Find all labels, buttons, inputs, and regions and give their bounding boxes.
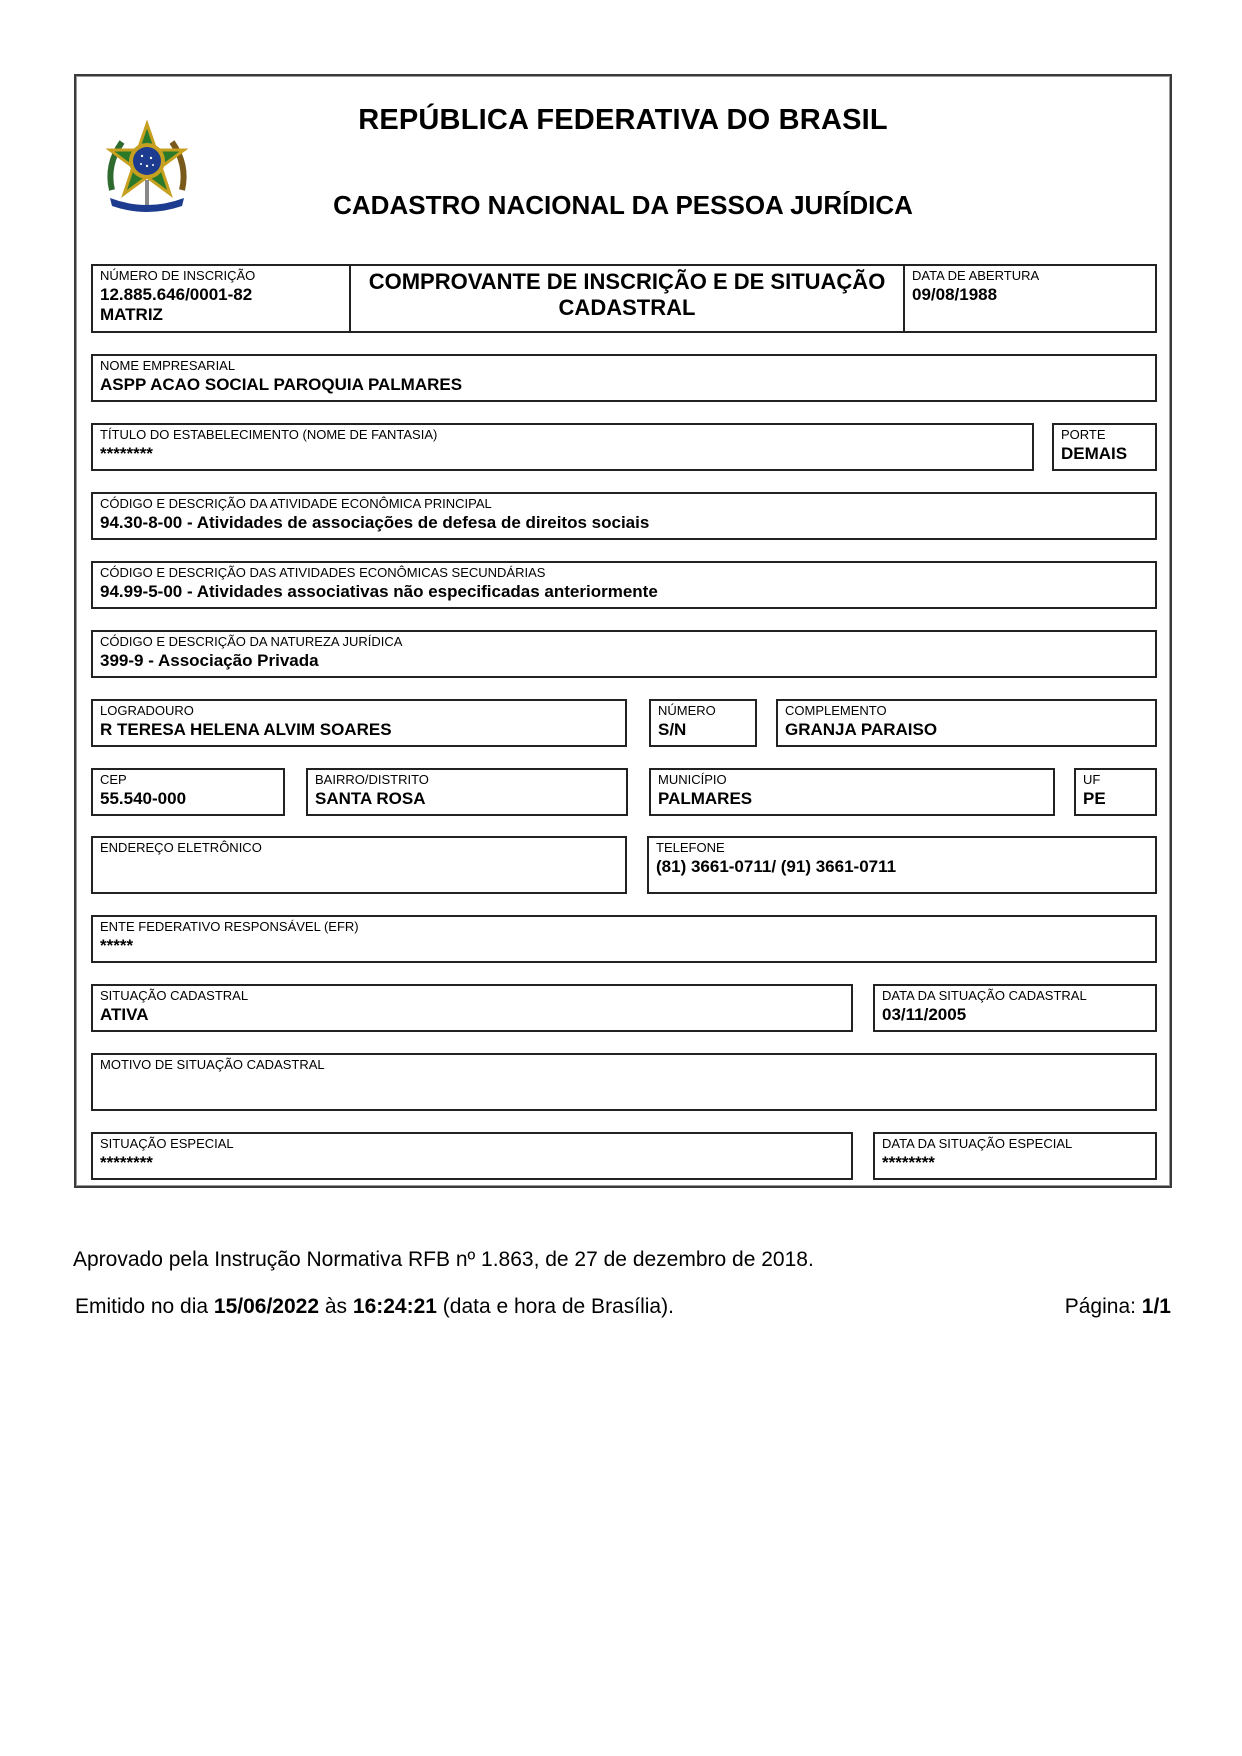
atividade-principal-value: 94.30-8-00 - Atividades de associações de defesa de direitos sociais xyxy=(100,513,650,532)
numero-value: S/N xyxy=(658,720,687,739)
page-label: Página: xyxy=(1064,1295,1142,1318)
situacao-cadastral-label: SITUAÇÃO CADASTRAL xyxy=(100,988,249,1003)
porte-value: DEMAIS xyxy=(1061,444,1128,463)
telefone-box xyxy=(647,836,1157,894)
efr-label: ENTE FEDERATIVO RESPONSÁVEL (EFR) xyxy=(100,919,359,934)
situacao-especial-label: SITUAÇÃO ESPECIAL xyxy=(100,1136,234,1151)
emission-prefix: Emitido no dia xyxy=(75,1295,214,1318)
email-box xyxy=(91,836,627,894)
uf-box xyxy=(1074,768,1157,816)
situacao-especial-value: ******** xyxy=(100,1153,153,1172)
comprovante-title xyxy=(351,269,903,321)
page-indicator xyxy=(1065,1295,1171,1319)
atividades-secundarias-label: CÓDIGO E DESCRIÇÃO DAS ATIVIDADES ECONÔMICAS SECUNDÁRIAS xyxy=(100,565,546,580)
bairro-value: SANTA ROSA xyxy=(315,789,426,808)
uf-label: UF xyxy=(1083,772,1101,787)
abertura-label: DATA DE ABERTURA xyxy=(912,268,1040,283)
atividades-secundarias-box xyxy=(91,561,1157,609)
atividade-principal-box xyxy=(91,492,1157,540)
telefone-value: (81) 3661-0711/ (91) 3661-0711 xyxy=(656,857,897,876)
data-situacao-cadastral-box xyxy=(873,984,1157,1032)
data-situacao-cadastral-value: 03/11/2005 xyxy=(882,1005,967,1024)
natureza-juridica-label: CÓDIGO E DESCRIÇÃO DA NATUREZA JURÍDICA xyxy=(100,634,403,649)
nome-empresarial-value: ASPP ACAO SOCIAL PAROQUIA PALMARES xyxy=(100,375,463,394)
nome-empresarial-label: NOME EMPRESARIAL xyxy=(100,358,236,373)
emission-note xyxy=(75,1295,674,1319)
approval-note: Aprovado pela Instrução Normativa RFB nº 1.863, de 27 de dezembro de 2018. xyxy=(73,1248,814,1271)
atividades-secundarias-value: 94.99-5-00 - Atividades associativas não especificadas anteriormente xyxy=(100,582,658,601)
bairro-label: BAIRRO/DISTRITO xyxy=(315,772,429,787)
document-subtitle: CADASTRO NACIONAL DA PESSOA JURÍDICA xyxy=(333,190,913,220)
inscricao-box xyxy=(91,264,351,333)
titulo-estabelecimento-value: ******** xyxy=(100,444,153,463)
motivo-situacao-box xyxy=(91,1053,1157,1111)
telefone-label: TELEFONE xyxy=(656,840,725,855)
comprovante-box xyxy=(349,264,905,333)
inscricao-value: 12.885.646/0001-82 xyxy=(100,285,253,304)
municipio-value: PALMARES xyxy=(658,789,753,808)
situacao-cadastral-value: ATIVA xyxy=(100,1005,149,1024)
comprovante-line2: CADASTRAL xyxy=(558,295,696,320)
numero-box xyxy=(649,699,757,747)
logradouro-box xyxy=(91,699,627,747)
cep-label: CEP xyxy=(100,772,127,787)
situacao-especial-box xyxy=(91,1132,853,1180)
cep-value: 55.540-000 xyxy=(100,789,187,808)
emission-mid: às xyxy=(319,1295,353,1318)
logradouro-value: R TERESA HELENA ALVIM SOARES xyxy=(100,720,392,739)
emission-suffix: (data e hora de Brasília). xyxy=(436,1295,674,1318)
atividade-principal-label: CÓDIGO E DESCRIÇÃO DA ATIVIDADE ECONÔMICA PRINCIPAL xyxy=(100,496,492,511)
complemento-label: COMPLEMENTO xyxy=(785,703,887,718)
situacao-cadastral-box xyxy=(91,984,853,1032)
logradouro-label: LOGRADOURO xyxy=(100,703,194,718)
porte-label: PORTE xyxy=(1061,427,1106,442)
efr-value: ***** xyxy=(100,936,134,955)
titulo-estabelecimento-label: TÍTULO DO ESTABELECIMENTO (NOME DE FANTASIA) xyxy=(100,427,438,442)
page-value: 1/1 xyxy=(1141,1295,1171,1318)
emission-time: 16:24:21 xyxy=(352,1295,437,1318)
municipio-box xyxy=(649,768,1055,816)
natureza-juridica-value: 399-9 - Associação Privada xyxy=(100,651,319,670)
complemento-box xyxy=(776,699,1157,747)
data-situacao-cadastral-label: DATA DA SITUAÇÃO CADASTRAL xyxy=(882,988,1087,1003)
complemento-value: GRANJA PARAISO xyxy=(785,720,938,739)
emission-date: 15/06/2022 xyxy=(213,1295,320,1318)
numero-label: NÚMERO xyxy=(658,703,716,718)
bairro-box xyxy=(306,768,628,816)
efr-box xyxy=(91,915,1157,963)
abertura-box xyxy=(903,264,1157,333)
comprovante-line1: COMPROVANTE DE INSCRIÇÃO E DE SITUAÇÃO xyxy=(368,269,886,294)
nome-empresarial-box xyxy=(91,354,1157,402)
data-situacao-especial-label: DATA DA SITUAÇÃO ESPECIAL xyxy=(882,1136,1073,1151)
email-label: ENDEREÇO ELETRÔNICO xyxy=(100,840,262,855)
inscricao-label: NÚMERO DE INSCRIÇÃO xyxy=(100,268,256,283)
natureza-juridica-box xyxy=(91,630,1157,678)
porte-box xyxy=(1052,423,1157,471)
document-title: REPÚBLICA FEDERATIVA DO BRASIL xyxy=(358,104,888,136)
motivo-situacao-label: MOTIVO DE SITUAÇÃO CADASTRAL xyxy=(100,1057,325,1072)
municipio-label: MUNICÍPIO xyxy=(658,772,727,787)
abertura-value: 09/08/1988 xyxy=(912,285,998,304)
data-situacao-especial-value: ******** xyxy=(882,1153,935,1172)
cep-box xyxy=(91,768,285,816)
uf-value: PE xyxy=(1083,789,1106,808)
titulo-estabelecimento-box xyxy=(91,423,1034,471)
inscricao-tipo: MATRIZ xyxy=(100,305,163,324)
data-situacao-especial-box xyxy=(873,1132,1157,1180)
